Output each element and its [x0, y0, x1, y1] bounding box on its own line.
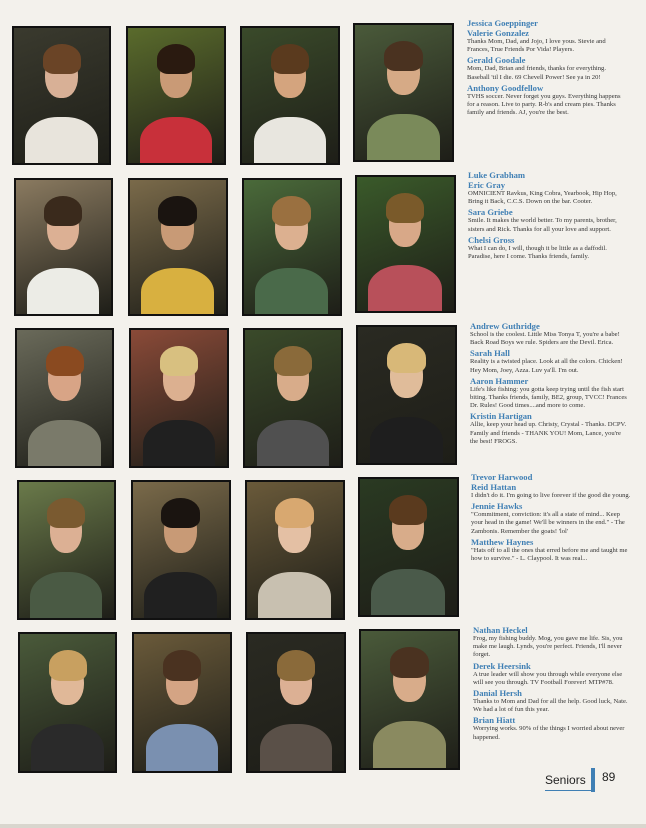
senior-text-block	[468, 170, 628, 262]
senior-name: Trevor Harwood	[471, 472, 533, 482]
senior-portrait	[353, 23, 454, 162]
senior-name: Gerald Goodale	[467, 55, 526, 66]
senior-portrait	[18, 632, 117, 773]
senior-quote: Frog, my fishing buddy. Mog, you gave me life. Sis, you make me laugh. Lynds, you're perfect. Friends, I'll never forget.	[473, 635, 623, 659]
senior-portrait	[15, 328, 114, 468]
senior-name: Anthony Goodfellow	[467, 82, 544, 93]
senior-text-block	[473, 625, 633, 743]
senior-portrait	[128, 178, 228, 316]
footer-rule	[545, 790, 591, 791]
senior-quote: Thanks to Mom and Dad for all the help. Good luck, Nate. We had a lot of fun this year.	[473, 698, 628, 714]
senior-name: Luke Grabham	[468, 170, 526, 180]
senior-name: Kristin Hartigan	[470, 411, 532, 422]
senior-name: Jessica Goeppinger	[467, 18, 538, 28]
senior-name: Chelsi Gross	[468, 234, 515, 245]
senior-portrait	[242, 178, 342, 316]
senior-text-block	[471, 472, 631, 564]
senior-portrait	[12, 26, 111, 165]
senior-portrait	[246, 632, 346, 773]
senior-name: Jennie Hawks	[471, 501, 523, 512]
page-number: 89	[602, 770, 616, 784]
senior-name: Sarah Hall	[470, 348, 510, 359]
senior-portrait	[14, 178, 113, 316]
senior-name: Danial Hersh	[473, 688, 522, 699]
senior-quote: "Hats off to all the ones that erred before me and taught me how to survive." - L. Claypool. It was real...	[471, 546, 628, 563]
senior-name: Brian Hiatt	[473, 715, 516, 726]
senior-name: Matthew Haynes	[471, 536, 534, 547]
section-label: Seniors	[545, 773, 586, 787]
senior-quote: Reality is a twisted place. Look at all the colors. Chicken! Hey Mom, Joey, Azza. Luv ya'll. I'm out.	[470, 358, 623, 374]
senior-quote: TVHS soccer. Never forget you guys. Everything happens for a reason. Live to party. R-b's and cream pies. Thanks family and friends. AJ, you're the best.	[467, 92, 621, 117]
senior-name: Derek Heersink	[473, 660, 531, 671]
senior-portrait	[17, 480, 116, 620]
senior-text-block	[470, 321, 630, 447]
senior-name: Andrew Guthridge	[470, 321, 540, 331]
senior-portrait	[240, 26, 340, 165]
senior-quote: OMNICIENT Ravkus, King Cobra, Yearbook, Hip Hop, Bring it Back, C.C.S. Down on the bar. Cooter.	[468, 190, 617, 206]
senior-name: Eric Gray	[468, 180, 505, 190]
senior-portrait	[132, 632, 232, 773]
senior-quote: Worrying works. 90% of the things I worried about never happened.	[473, 725, 625, 741]
page-edge	[0, 824, 646, 828]
senior-quote: Allie, keep your head up. Christy, Crystal - Thanks. DCPV. Family and friends - THANK YOU! Mom, Lance, you're the best! FROGS.	[470, 421, 627, 445]
senior-quote: Life's like fishing: you gotta keep trying until the fish start biting. Thanks friends, family, BE2, group, TVCC! Frances Dr. Rules! Good times....and more to come.	[470, 385, 627, 410]
senior-portrait	[355, 175, 456, 313]
senior-quote: "Commitment, conviction: it's all a state of mind... Keep your head in the game! We'll be winners in the end." - The Zambonis. Remember the goats! 'lol'	[471, 511, 625, 535]
senior-quote: Smile. It makes the world better. To my parents, brother, sisters and Rick. Thanks for all your love and support.	[468, 217, 617, 233]
senior-quote: What I can do, I will, though it be little as a daffodil. Paradise, here I come. Thanks friends, family.	[468, 244, 607, 261]
senior-quote: Mom, Dad, Brian and friends, thanks for everything. Baseball 'til I die. 69 Chevell Power! See ya in 20!	[467, 65, 606, 81]
senior-portrait	[358, 477, 459, 617]
senior-name: Sara Griebe	[468, 207, 513, 218]
senior-quote: I didn't do it. I'm going to live forever if the good die young.	[471, 492, 631, 499]
senior-portrait	[356, 325, 457, 465]
senior-portrait	[245, 480, 345, 620]
senior-portrait	[129, 328, 229, 468]
senior-portrait	[126, 26, 226, 165]
senior-portrait	[359, 629, 460, 770]
senior-name: Valerie Gonzalez	[467, 28, 529, 38]
footer-accent-bar	[591, 768, 595, 792]
senior-quote: A true leader will show you through while everyone else will see you through. TV Football Forever! MTP#78.	[473, 670, 623, 686]
senior-name: Reid Hattan	[471, 482, 517, 492]
senior-text-block	[467, 18, 627, 118]
senior-quote: School is the coolest. Little Miss Tonya T, you're a babe! Back Road Boys we rule. Spiders are the Devil. Erica.	[470, 331, 620, 347]
senior-portrait	[243, 328, 343, 468]
senior-name: Aaron Hammer	[470, 375, 529, 386]
senior-portrait	[131, 480, 231, 620]
senior-quote: Thanks Mom, Dad, and Jojo, I love yous. Stevie and Frances, True Friends Por Vida! Players.	[467, 38, 606, 54]
senior-name: Nathan Heckel	[473, 625, 528, 635]
